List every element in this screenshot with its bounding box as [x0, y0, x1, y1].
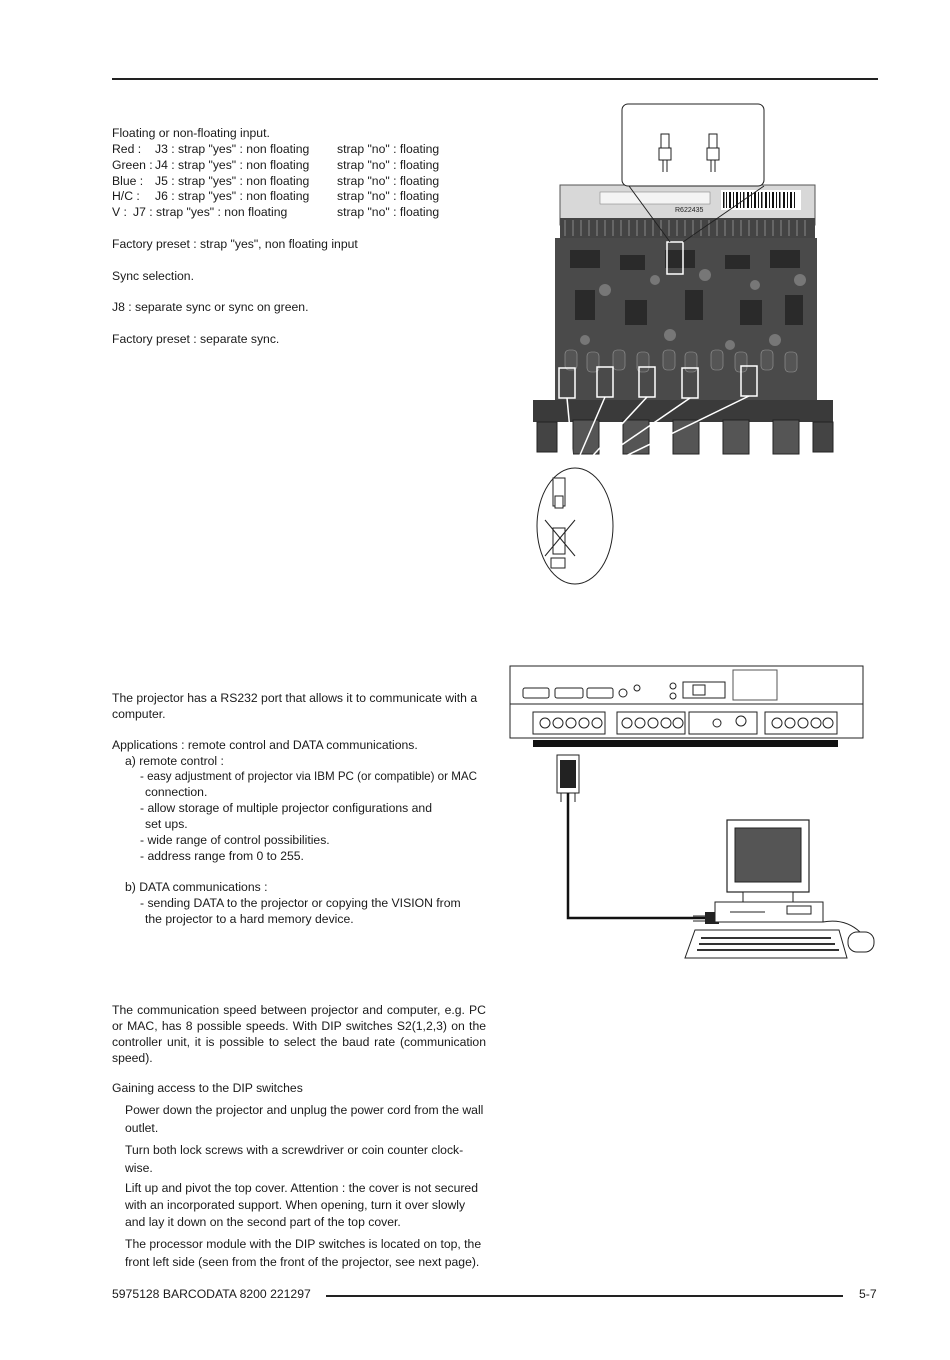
row-blue-label: Blue :	[112, 174, 144, 188]
bullet-sending-cont: the projector to a hard memory device.	[145, 912, 354, 926]
j8-text: J8 : separate sync or sync on green.	[112, 300, 309, 314]
bnc-connectors	[537, 420, 833, 454]
bullet-ibm-cont: connection.	[145, 785, 208, 799]
row-blue-yes: J5 : strap "yes" : non floating	[155, 174, 310, 188]
factory-preset-sync-text: Factory preset : separate sync.	[112, 332, 280, 346]
row-hc-no: strap "no" : floating	[337, 189, 440, 203]
row-green-label: Green :	[112, 158, 153, 172]
jumper-callout-top	[622, 104, 764, 186]
row-red-no: strap "no" : floating	[337, 142, 440, 156]
speed-intro: The communication speed between projector and computer, e.g. PC or MAC, has 8 possible speeds. With DIP switches S2(1,2,3) on the controller unit, it is possible to select the baud rate (communication speed).	[112, 1003, 486, 1065]
footer-page-number: 5-7	[859, 1287, 877, 1301]
header-rule	[112, 78, 878, 80]
step-4: The processor module with the DIP switches is located on top, the front left side (seen from the front of the projector, see next page).	[125, 1237, 482, 1269]
data-comm-heading: b) DATA communications :	[125, 880, 268, 894]
row-v-label: V :	[112, 205, 127, 219]
footer-rule	[326, 1295, 843, 1297]
footer-doc-id: 5975128 BARCODATA 8200 221297	[112, 1287, 311, 1301]
row-red-yes: J3 : strap "yes" : non floating	[155, 142, 310, 156]
row-hc-label: H/C :	[112, 189, 140, 203]
bullet-sending: - sending DATA to the projector or copying the VISION from	[140, 896, 461, 910]
row-v-yes: J7 : strap "yes" : non floating	[133, 205, 288, 219]
bullet-address: - address range from 0 to 255.	[140, 849, 304, 863]
rs232-intro: The projector has a RS232 port that allows it to communicate with a computer.	[112, 691, 478, 721]
dip-access-heading: Gaining access to the DIP switches	[112, 1081, 303, 1095]
bullet-range: - wide range of control possibilities.	[140, 833, 330, 847]
row-green-no: strap "no" : floating	[337, 158, 440, 172]
row-red-label: Red :	[112, 142, 142, 156]
row-hc-yes: J6 : strap "yes" : non floating	[155, 189, 310, 203]
row-blue-no: strap "no" : floating	[337, 174, 440, 188]
step-2: Turn both lock screws with a screwdriver or coin counter clock-wise.	[125, 1143, 464, 1175]
bullet-storage: - allow storage of multiple projector configurations and	[140, 801, 432, 815]
jumper-callout-bottom	[537, 468, 613, 584]
factory-preset-text: Factory preset : strap "yes", non floating input	[112, 237, 358, 251]
rs232-cable	[568, 793, 710, 918]
rs232-connection-figure	[505, 660, 875, 965]
floating-heading: Floating or non-floating input.	[112, 126, 270, 140]
circuit-board-figure	[525, 100, 845, 590]
sync-selection-text: Sync selection.	[112, 269, 194, 283]
board-label: R622435	[675, 207, 704, 214]
row-v-no: strap "no" : floating	[337, 205, 440, 219]
projector-rear-panel	[510, 666, 863, 747]
step-1: Power down the projector and unplug the power cord from the wall outlet.	[125, 1103, 484, 1135]
computer-icon	[685, 820, 874, 958]
row-green-yes: J4 : strap "yes" : non floating	[155, 158, 310, 172]
step-3: Lift up and pivot the top cover. Attention : the cover is not secured with an incorporated support. When opening, turn it over slowly and lay it down on the second part of the top cover.	[125, 1181, 478, 1229]
bullet-storage-cont: set ups.	[145, 817, 188, 831]
bullet-ibm: - easy adjustment of projector via IBM PC (or compatible) or MAC	[140, 770, 477, 783]
jumper-yes-icon	[553, 478, 565, 508]
applications-text: Applications : remote control and DATA communications.	[112, 738, 418, 752]
remote-control-heading: a) remote control :	[125, 754, 224, 768]
